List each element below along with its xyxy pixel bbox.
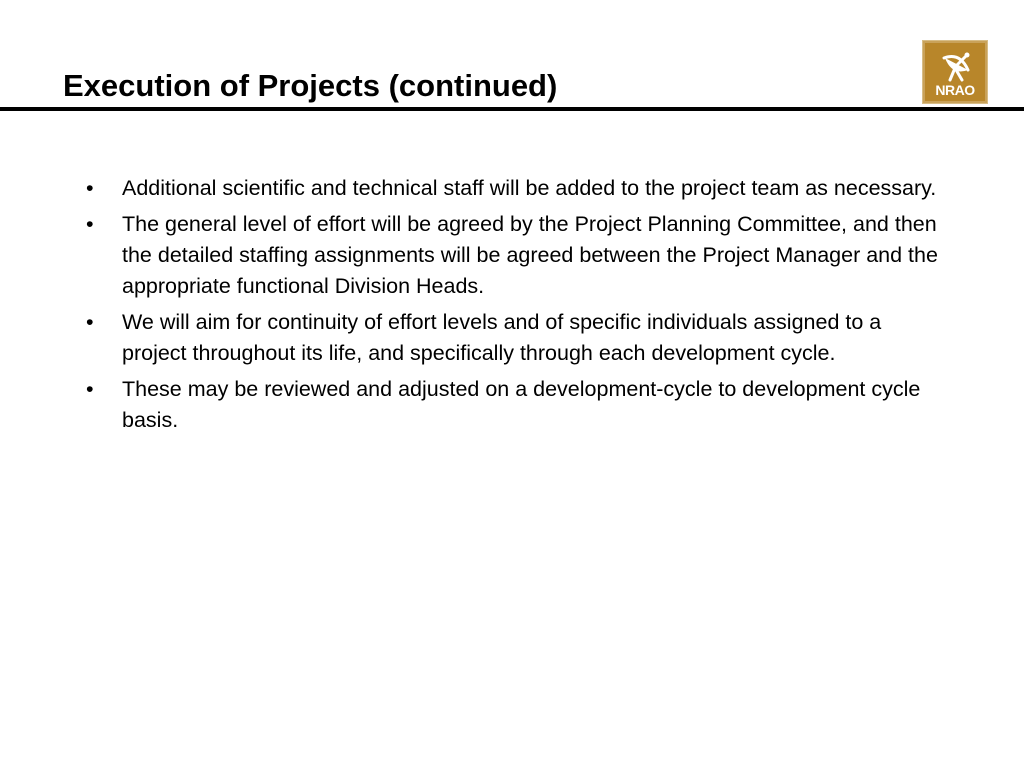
bullet-marker: •: [86, 176, 94, 200]
title-divider: [0, 107, 1024, 111]
bullet-item: [80, 374, 940, 436]
logo-text: NRAO: [935, 82, 975, 98]
nrao-radio-telescope-logo-icon: [922, 40, 988, 104]
bullet-list: [80, 173, 940, 441]
bullet-item: [80, 173, 940, 204]
bullet-text: These may be reviewed and adjusted on a development-cycle to development cycle basis.: [122, 377, 921, 432]
bullet-item: [80, 307, 940, 369]
nrao-logo: [922, 40, 988, 104]
slide-title: Execution of Projects (continued): [63, 68, 558, 103]
bullet-text: Additional scientific and technical staff will be added to the project team as necessary.: [122, 176, 937, 200]
bullet-marker: •: [86, 310, 94, 334]
bullet-marker: •: [86, 212, 94, 236]
bullet-marker: •: [86, 377, 94, 401]
bullet-item: [80, 209, 940, 302]
bullet-text: We will aim for continuity of effort levels and of specific individuals assigned to a project throughout its life, and specifically through each development cycle.: [122, 310, 882, 365]
bullet-text: The general level of effort will be agreed by the Project Planning Committee, and then the detailed staffing assignments will be agreed between the Project Manager and the appropriate functional Division Heads.: [122, 212, 938, 298]
